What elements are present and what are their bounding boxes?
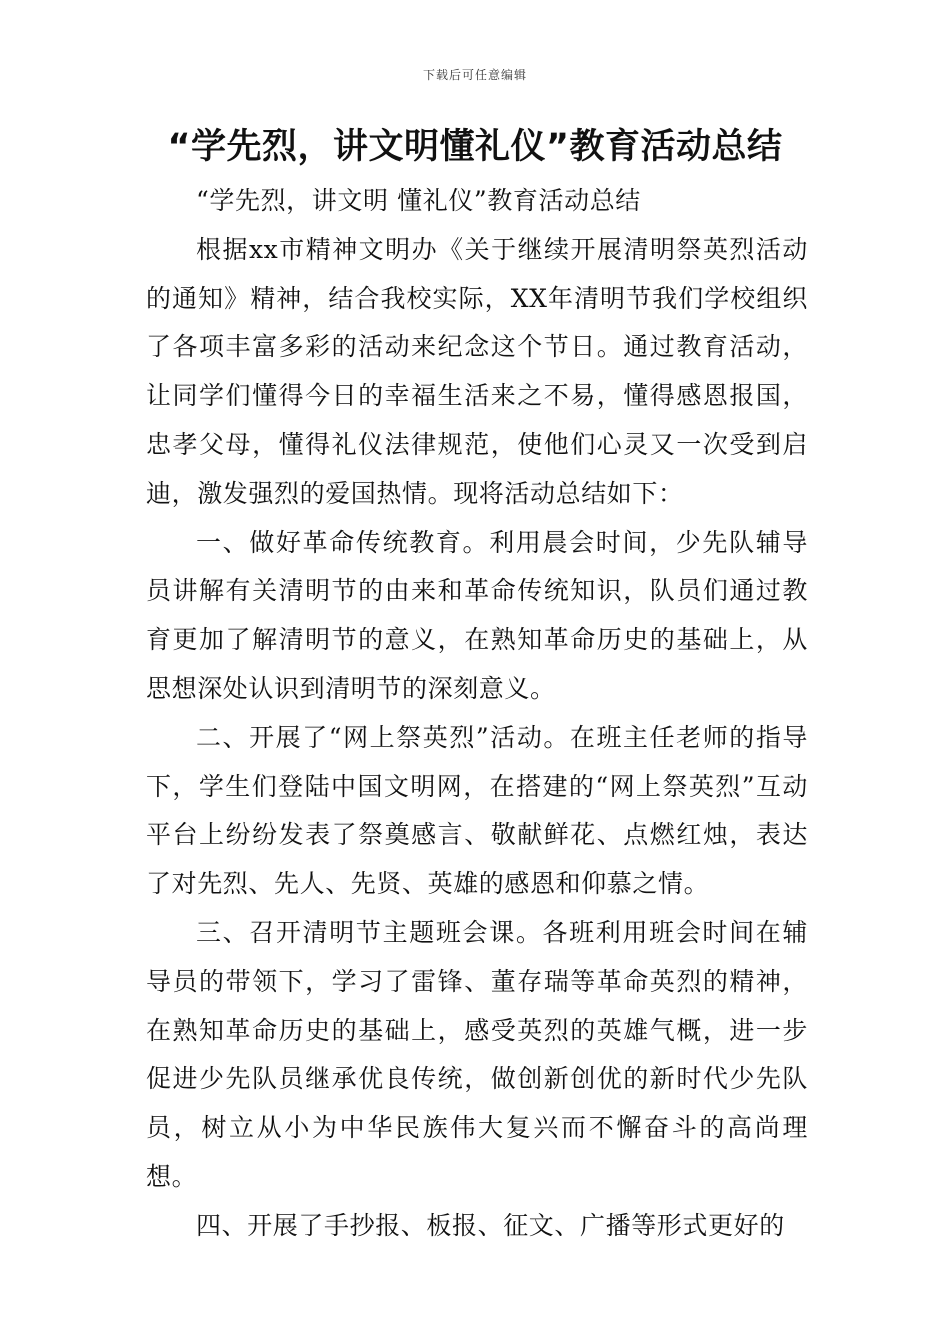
document-body [146, 177, 808, 1251]
document-title: “学先烈，讲文明懂礼仪”教育活动总结 [167, 127, 783, 167]
paragraph-section-1: 一、做好革命传统教育。利用晨会时间，少先队辅导员讲解有关清明节的由来和革命传统知识，队员们通过教育更加了解清明节的意义，在熟知革命历史的基础上，从思想深处认识到清明节的深刻意义。 [146, 527, 808, 703]
header-note: 下载后可任意编辑 [422, 68, 527, 82]
document-subtitle: “学先烈，讲文明 懂礼仪”教育活动总结 [196, 186, 641, 215]
paragraph-section-3: 三、召开清明节主题班会课。各班利用班会时间在辅导员的带领下，学习了雷锋、董存瑞等革命英烈的精神，在熟知革命历史的基础上，感受英烈的英雄气概，进一步促进少先队员继承优良传统，做创新创优的新时代少先队员，树立从小为中华民族伟大复兴而不懈奋斗的高尚理想。 [146, 917, 808, 1191]
paragraph-intro: 根据xx市精神文明办《关于继续开展清明祭英烈活动的通知》精神，结合我校实际，XX年清明节我们学校组织了各项丰富多彩的活动来纪念这个节日。通过教育活动，让同学们懂得今日的幸福生活来之不易，懂得感恩报国，忠孝父母，懂得礼仪法律规范，使他们心灵又一次受到启迪，激发强烈的爱国热情。现将活动总结如下： [146, 234, 808, 508]
paragraph-section-4: 四、开展了手抄报、板报、征文、广播等形式更好的 [196, 1210, 785, 1240]
paragraph-section-2: 二、开展了“网上祭英烈”活动。在班主任老师的指导下，学生们登陆中国文明网，在搭建的“网上祭英烈”互动平台上纷纷发表了祭奠感言、敬献鲜花、点燃红烛，表达了对先烈、先人、先贤、英雄的感恩和仰慕之情。 [146, 722, 808, 899]
